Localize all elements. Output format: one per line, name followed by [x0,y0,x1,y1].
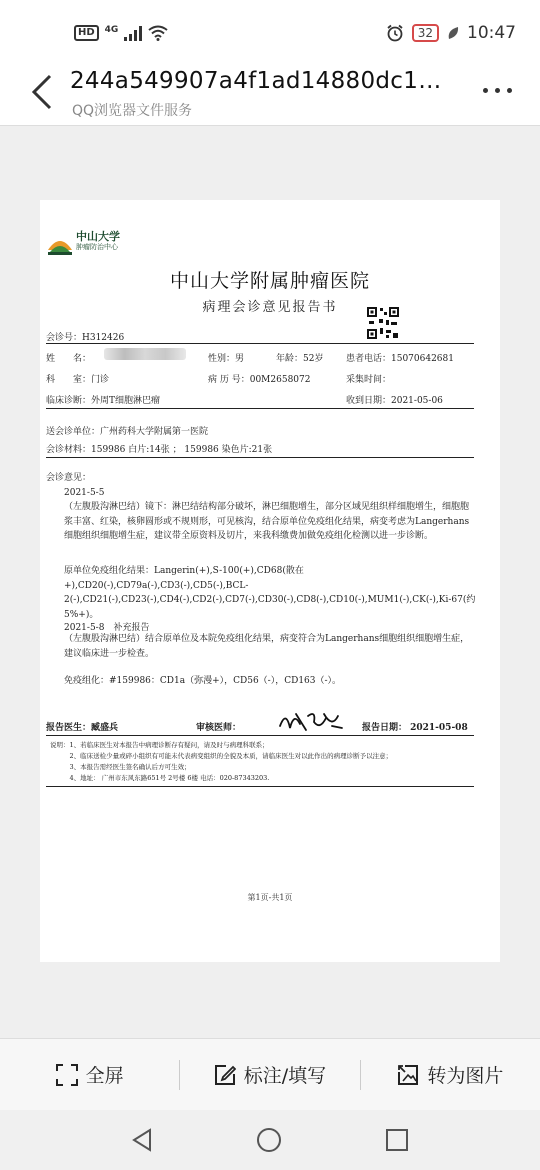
file-source: QQ浏览器文件服务 [72,103,193,119]
reviewer-signature [276,708,346,734]
reporter: 报告医生：臧盛兵 [46,723,119,733]
annotate-label: 标注/填写 [243,1065,327,1087]
opinion-label: 会诊意见： [46,473,92,483]
wifi-icon [148,25,168,41]
annotate-button[interactable] [180,1061,359,1088]
gender: 性别：男 [208,354,245,364]
hospital-logo: 中山大学 肿瘤防治中心 [46,228,126,258]
title-bar [0,56,540,126]
image-convert-icon [397,1064,419,1086]
convert-to-image-label: 转为图片 [427,1065,504,1087]
note-line: 说明：1、若临床医生对本报告中病理诊断存有疑问，请及时与病理科联系； [50,741,269,749]
edit-icon [214,1064,236,1086]
opinion-paragraph-2: （左腹股沟淋巴结）结合原单位及本院免疫组化结果，病变符合为Langerhans细胞组织细胞增生症，建议临床进一步检查。 [64,634,470,659]
reviewer-label: 审核医师： [196,723,242,733]
fullscreen-icon [56,1064,78,1086]
back-arrow-icon[interactable] [28,72,58,112]
name-label: 姓 名： [46,354,92,364]
clinical-diagnosis: 临床诊断：外周T细胞淋巴瘤 [46,396,161,406]
nav-back-icon[interactable] [131,1128,153,1152]
opinion-date-2: 2021-5-8 补充报告 [64,623,150,633]
more-menu-icon[interactable] [483,88,512,93]
bottom-toolbar [0,1038,540,1110]
nav-home-icon[interactable] [256,1127,282,1153]
page-number: 第1页-共1页 [247,893,293,902]
alarm-icon [386,24,404,42]
divider [46,343,474,344]
collect-time: 采集时间： [346,375,392,385]
age: 年龄：52岁 [276,354,324,364]
department: 科 室：门诊 [46,375,110,385]
fullscreen-label: 全屏 [85,1065,124,1087]
file-title: 244a549907a4f1ad14880dc1… [70,68,442,94]
divider [46,735,474,736]
network-type: 4G [104,25,119,35]
consult-number: 会诊号：H312426 [46,333,125,343]
note-line: 3、本报告需经医生签名确认后方可生效； [50,763,191,771]
sun-logo-icon [46,230,74,256]
qr-code-icon [366,306,400,340]
consult-materials: 会诊材料：159986 白片:14张 ； 159986 染色片:21张 [46,445,273,455]
report-notes [50,740,480,784]
fullscreen-button[interactable] [0,1061,179,1088]
opinion-paragraph-1: （左腹股沟淋巴结）镜下：淋巴结结构部分破坏，淋巴细胞增生，部分区域见组织样细胞增生，细胞胞浆丰富、红染，核卵圆形或不规则形，可见核沟，结合原单位免疫组化结果，病变考虑为Langerhans细胞组织细胞增生症，建议带全原资料及切片，来我科缴费加做免疫组化检测以进一步诊断。 [64,502,470,541]
record-number: 病 历 号：00M2658072 [208,375,311,385]
patient-phone: 患者电话：15070642681 [346,354,454,364]
hospital-name: 中山大学附属肿瘤医院 [169,270,370,292]
leaf-icon [447,26,459,40]
redacted-name [104,348,186,360]
opinion-date-1: 2021-5-5 [64,488,105,498]
hd-badge: HD [74,25,99,41]
divider [46,786,474,787]
signal-icon [124,25,142,41]
clock: 10:47 [467,23,516,43]
battery-indicator: 32 [412,24,439,42]
nav-recents-icon[interactable] [385,1128,409,1152]
ihc-original: 原单位免疫组化结果：Langerin(+),S-100(+),CD68(散在+),CD20(-),CD79a(-),CD3(-),CD5(-),BCL-2(-),CD21(-),CD23(-),CD4(-),CD2(-),CD7(-),CD30(-),CD8(-),CD10(-),MUM1(-),CK(-),Ki-67(约5%+)。 [64,566,476,620]
note-line: 2、临床送检少量或碎小组织有可能未代表病变组织的全貌及本质，请临床医生对以此作出的病理诊断予以注意； [50,752,393,760]
report-date: 报告日期： 2021-05-08 [362,723,468,733]
document-page [40,200,500,962]
receive-date: 收到日期：2021-05-06 [346,396,443,406]
divider [46,408,474,409]
system-nav-bar [0,1110,540,1170]
report-title: 病理会诊意见报告书 [202,300,338,315]
sending-unit: 送会诊单位：广州药科大学附属第一医院 [46,427,209,437]
ihc-supplement: 免疫组化：#159986：CD1a（弥漫+），CD56（-），CD163（-）。 [64,676,342,686]
note-line: 4、地址： 广州市东风东路651号 2号楼 6楼 电话：020-87343203. [50,774,270,782]
divider [46,457,474,458]
convert-to-image-button[interactable] [361,1061,540,1088]
